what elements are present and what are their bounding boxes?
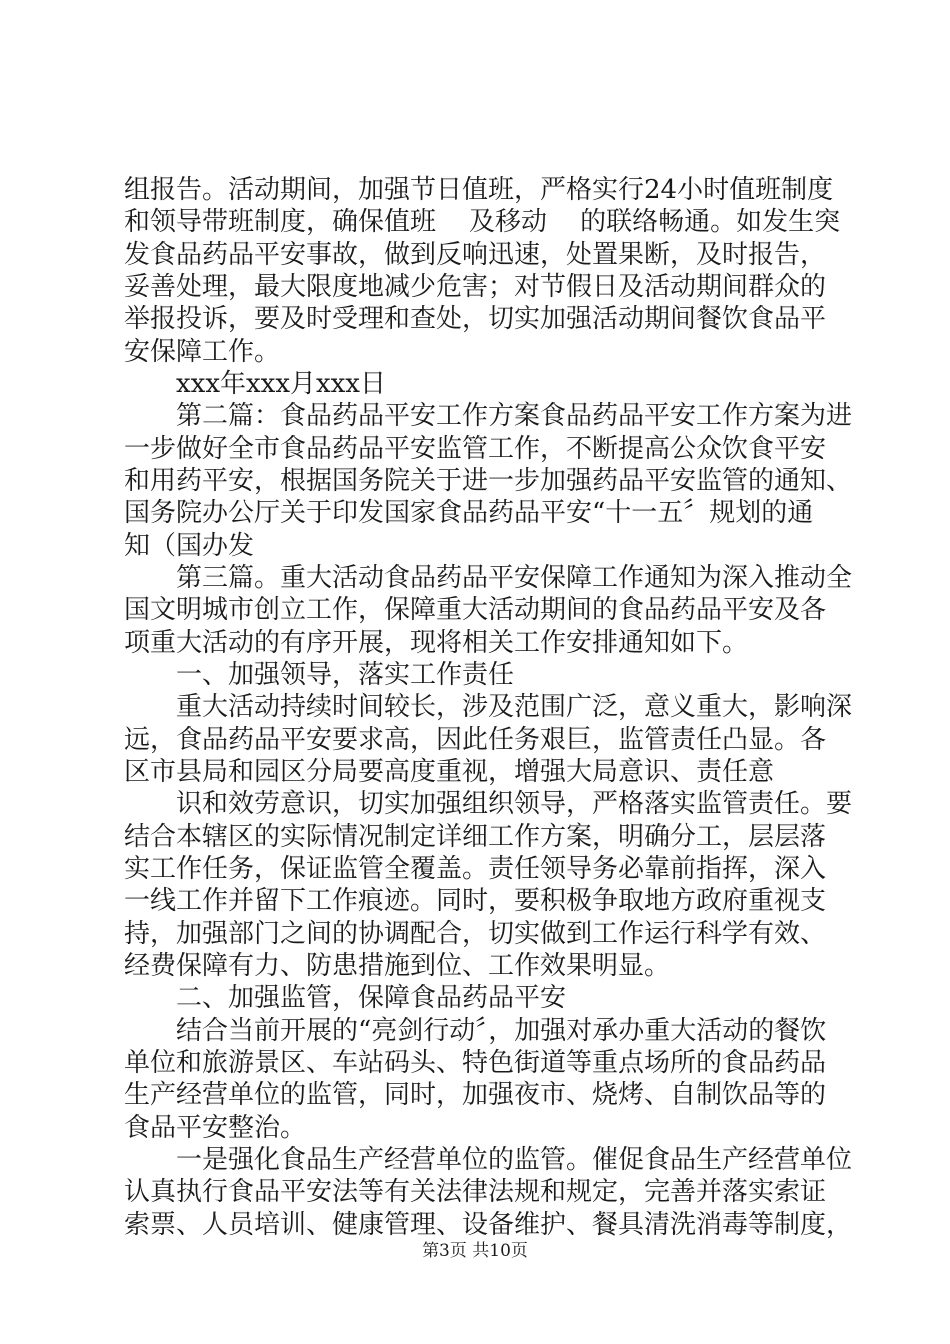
text-line: 食品平安整治。 [124, 1113, 307, 1143]
section-heading: 二、加强监管，保障食品药品平安 [176, 983, 567, 1013]
page-number-footer: 第3页 共10页 [422, 1241, 528, 1261]
text-line: 国文明城市创立工作，保障重大活动期间的食品药品平安及各 [124, 595, 827, 625]
text-line: 知（国办发 [124, 531, 255, 561]
text-line: 国务院办公厅关于印发国家食品药品平安“十一五〞规划的通 [124, 498, 814, 528]
text-line: 区市县局和园区分局要高度重视，增强大局意识、责任意 [124, 757, 775, 787]
text-line: 项重大活动的有序开展，现将相关工作安排通知如下。 [124, 628, 749, 658]
text-line: 生产经营单位的监管，同时，加强夜市、烧烤、自制饮品等的 [124, 1080, 827, 1110]
text-line: 发食品药品平安事故，做到反响迅速，处置果断，及时报告， [124, 240, 827, 270]
text-line: 安保障工作。 [124, 337, 281, 367]
text-line: 远，食品药品平安要求高，因此任务艰巨，监管责任凸显。各 [124, 725, 827, 755]
text-line: 识和效劳意识，切实加强组织领导，严格落实监管责任。要 [176, 789, 853, 819]
text-line: 一步做好全市食品药品平安监管工作，不断提高公众饮食平安 [124, 434, 827, 464]
text-line: 组报告。活动期间，加强节日值班，严格实行24小时值班制度 [124, 175, 834, 205]
text-line: 妥善处理，最大限度地减少危害；对节假日及活动期间群众的 [124, 272, 827, 302]
text-line: 和用药平安，根据国务院关于进一步加强药品平安监管的通知、 [124, 466, 853, 496]
text-line: 实工作任务，保证监管全覆盖。责任领导务必靠前指挥，深入 [124, 854, 827, 884]
date-line: xxx年xxx月xxx日 [176, 369, 386, 399]
text-line: 认真执行食品平安法等有关法律法规和规定，完善并落实索证 [124, 1177, 827, 1207]
text-line: 结合当前开展的“亮剑行动〞，加强对承办重大活动的餐饮 [176, 1016, 827, 1046]
text-line: 重大活动持续时间较长，涉及范围广泛，意义重大，影响深 [176, 692, 853, 722]
section-heading: 一、加强领导，落实工作责任 [176, 660, 515, 690]
text-line: 一是强化食品生产经营单位的监管。催促食品生产经营单位 [176, 1145, 853, 1175]
text-line: 经费保障有力、防患措施到位、工作效果明显。 [124, 951, 671, 981]
text-line: 第二篇：食品药品平安工作方案食品药品平安工作方案为进 [176, 401, 853, 431]
text-line: 和领导带班制度，确保值班 及移动 的联络畅通。如发生突 [124, 207, 841, 237]
text-line: 举报投诉，要及时受理和查处，切实加强活动期间餐饮食品平 [124, 304, 827, 334]
text-line: 一线工作并留下工作痕迹。同时，要积极争取地方政府重视支 [124, 886, 827, 916]
text-line: 第三篇。重大活动食品药品平安保障工作通知为深入推动全 [176, 563, 853, 593]
text-line: 持，加强部门之间的协调配合，切实做到工作运行科学有效、 [124, 919, 827, 949]
text-line: 结合本辖区的实际情况制定详细工作方案，明确分工，层层落 [124, 822, 827, 852]
text-line: 单位和旅游景区、车站码头、特色街道等重点场所的食品药品 [124, 1048, 827, 1078]
text-line: 索票、人员培训、健康管理、设备维护、餐具清洗消毒等制度， [124, 1210, 853, 1240]
